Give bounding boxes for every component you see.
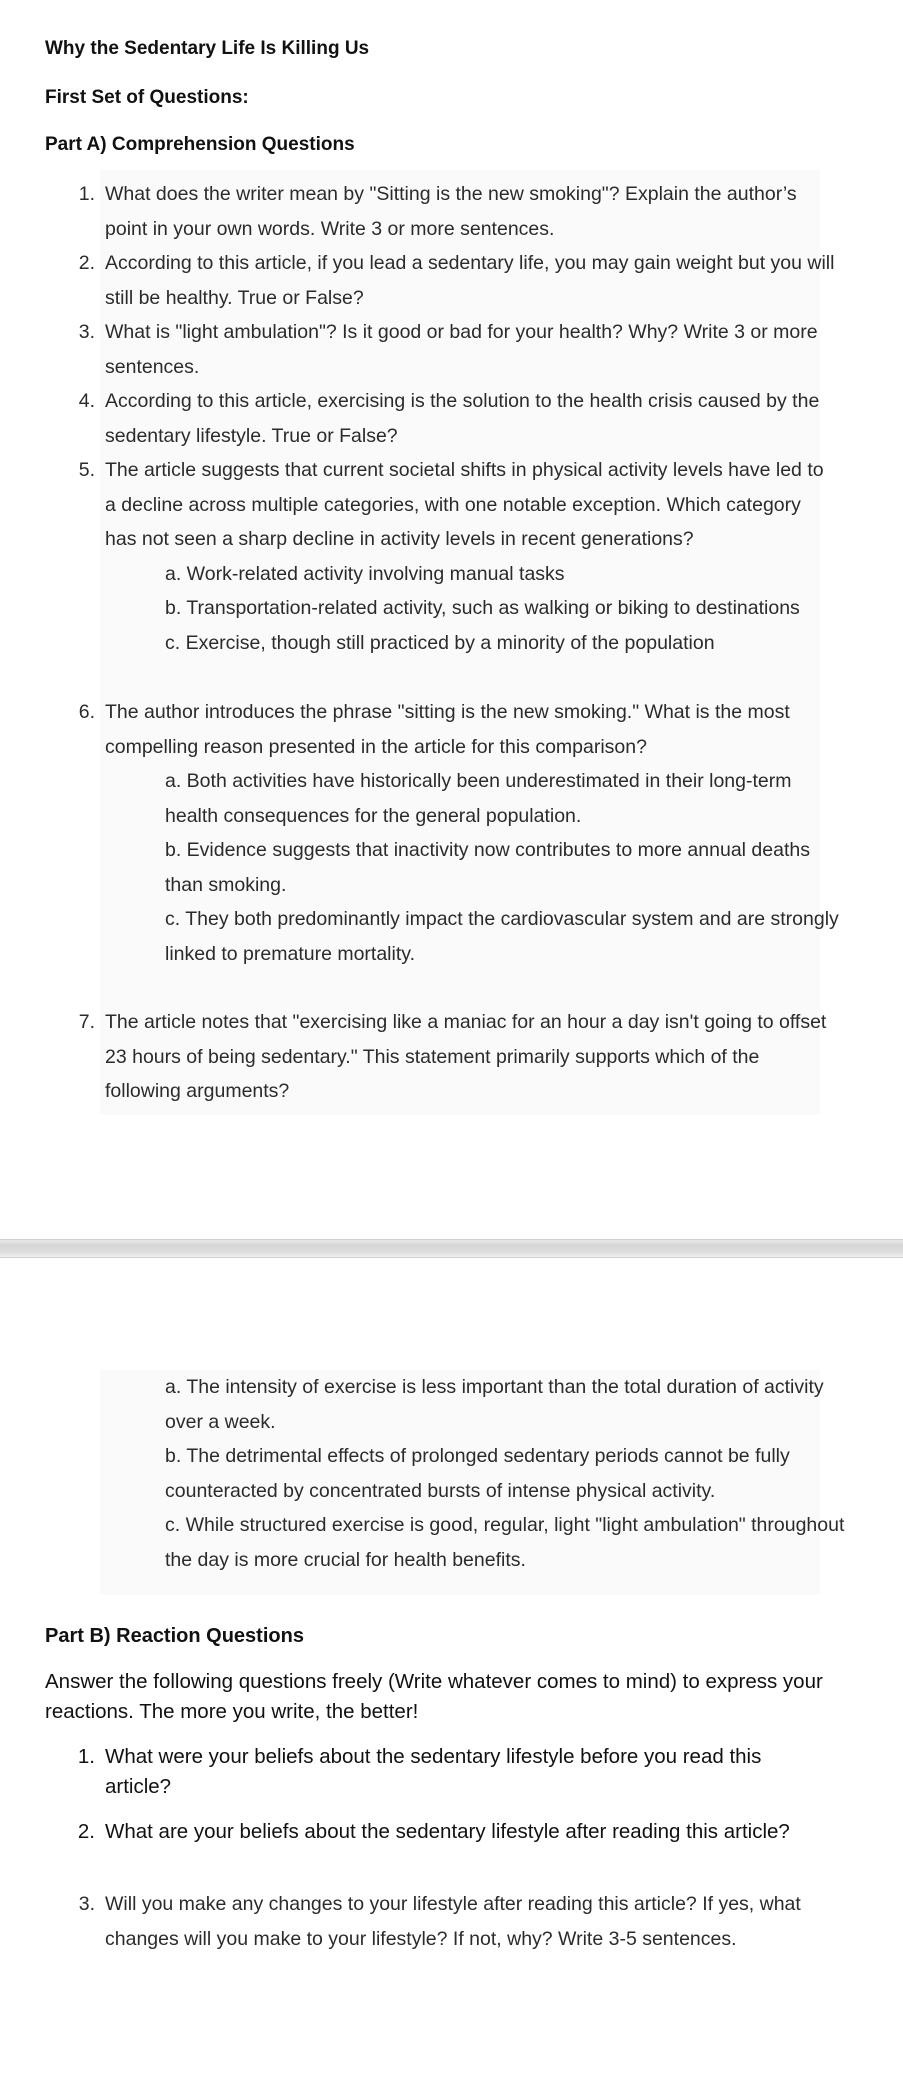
answer-option: c. They both predominantly impact the cardiovascular system and are strongly linked to premature mortality. bbox=[165, 908, 839, 965]
question-text: What are your beliefs about the sedentary lifestyle after reading this article? bbox=[105, 1820, 790, 1843]
question-number: 7. bbox=[78, 1011, 95, 1033]
question-number: 6. bbox=[78, 701, 95, 723]
answer-option: a. Work-related activity involving manual tasks bbox=[165, 563, 565, 585]
answer-option: a. Both activities have historically been underestimated in their long-term health consequences for the general population. bbox=[165, 770, 792, 827]
question-text: What is "light ambulation"? Is it good or bad for your health? Why? Write 3 or more sentences. bbox=[105, 321, 818, 378]
question-text: What does the writer mean by "Sitting is the new smoking"? Explain the author’s point in your own words. Write 3 or more sentences. bbox=[105, 183, 797, 240]
answer-option: b. The detrimental effects of prolonged sedentary periods cannot be fully counteracted by concentrated bursts of intense physical activity. bbox=[165, 1445, 790, 1502]
question-number: 5. bbox=[78, 459, 95, 481]
question-text: What were your beliefs about the sedentary lifestyle before you read this article? bbox=[105, 1745, 762, 1798]
question-text: Will you make any changes to your lifestyle after reading this article? If yes, what changes will you make to your lifestyle? If not, why? Write 3-5 sentences. bbox=[105, 1893, 801, 1950]
question-number: 2. bbox=[77, 1820, 95, 1843]
question-text: The article suggests that current societal shifts in physical activity levels have led to a decline across multiple categories, with one notable exception. Which category has not seen a sharp decline in activity levels in recent generations? bbox=[105, 459, 824, 550]
answer-option: c. While structured exercise is good, regular, light "light ambulation" throughout the day is more crucial for health benefits. bbox=[165, 1514, 845, 1571]
question-text: The article notes that "exercising like a maniac for an hour a day isn't going to offset 23 hours of being sedentary." This statement primarily supports which of the following arguments? bbox=[105, 1011, 827, 1102]
part-b-intro: Answer the following questions freely (Write whatever comes to mind) to express your reactions. The more you write, the better! bbox=[45, 1670, 823, 1723]
question-text: The author introduces the phrase "sitting is the new smoking." What is the most compelling reason presented in the article for this comparison? bbox=[105, 701, 790, 758]
answer-option: c. Exercise, though still practiced by a minority of the population bbox=[165, 632, 715, 654]
question-number: 1. bbox=[78, 183, 95, 205]
set-heading: First Set of Questions: bbox=[45, 87, 249, 108]
part-a-heading: Part A) Comprehension Questions bbox=[45, 134, 355, 155]
question-number: 2. bbox=[78, 252, 95, 274]
part-b-heading: Part B) Reaction Questions bbox=[45, 1625, 304, 1647]
answer-option: a. The intensity of exercise is less important than the total duration of activity over a week. bbox=[165, 1376, 824, 1433]
document-title: Why the Sedentary Life Is Killing Us bbox=[45, 38, 370, 59]
question-number: 1. bbox=[77, 1745, 95, 1768]
answer-option: b. Transportation-related activity, such as walking or biking to destinations bbox=[165, 597, 800, 619]
question-text: According to this article, if you lead a sedentary life, you may gain weight but you will still be healthy. True or False? bbox=[105, 252, 835, 309]
question-number: 3. bbox=[78, 321, 95, 343]
answer-option: b. Evidence suggests that inactivity now contributes to more annual deaths than smoking. bbox=[165, 839, 810, 896]
question-text: According to this article, exercising is the solution to the health crisis caused by the sedentary lifestyle. True or False? bbox=[105, 390, 820, 447]
question-number: 4. bbox=[78, 390, 95, 412]
question-number: 3. bbox=[78, 1893, 95, 1915]
